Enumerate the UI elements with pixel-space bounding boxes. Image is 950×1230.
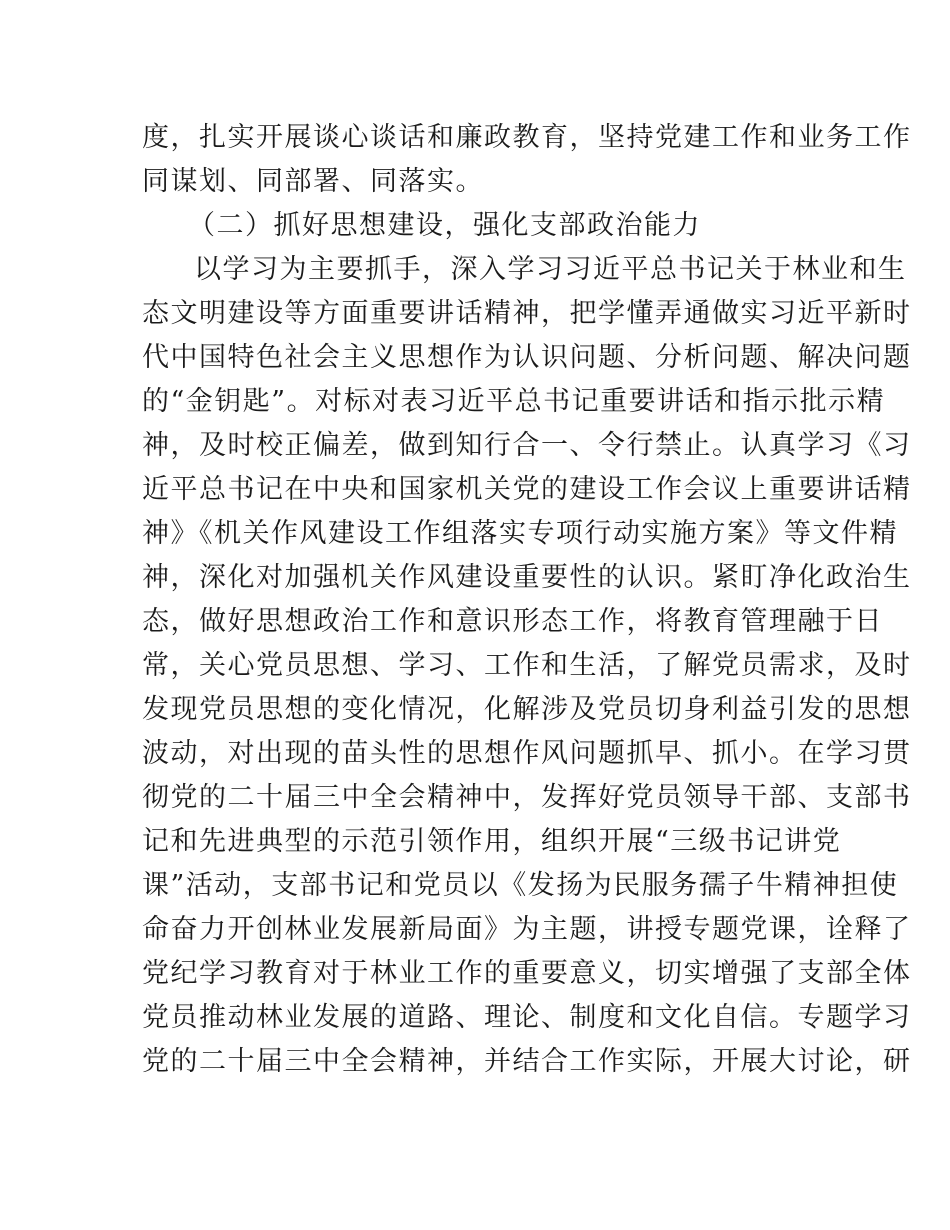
paragraph-line: 代中国特色社会主义思想作为认识问题、分析问题、解决问题: [142, 342, 912, 373]
section-heading: （二）抓好思想建设，强化支部政治能力: [188, 210, 701, 241]
paragraph-line: 同谋划、同部署、同落实。: [142, 166, 484, 197]
paragraph-line: 态，做好思想政治工作和意识形态工作，将教育管理融于日: [142, 606, 883, 637]
paragraph-line: 近平总书记在中央和国家机关党的建设工作会议上重要讲话精: [142, 474, 912, 505]
paragraph-line: 党纪学习教育对于林业工作的重要意义，切实增强了支部全体: [142, 958, 912, 989]
paragraph-line: 彻党的二十届三中全会精神中，发挥好党员领导干部、支部书: [142, 782, 912, 813]
paragraph-line: 神，及时校正偏差，做到知行合一、令行禁止。认真学习《习: [142, 430, 912, 461]
paragraph-line: 神》《机关作风建设工作组落实专项行动实施方案》等文件精: [142, 518, 898, 549]
paragraph-line: 发现党员思想的变化情况，化解涉及党员切身利益引发的思想: [142, 694, 912, 725]
paragraph-line: 以学习为主要抓手，深入学习习近平总书记关于林业和生: [194, 254, 907, 285]
paragraph-line: 命奋力开创林业发展新局面》为主题，讲授专题党课，诠释了: [142, 914, 912, 945]
paragraph-line: 记和先进典型的示范引领作用，组织开展“三级书记讲党: [142, 826, 842, 857]
paragraph-line: 神，深化对加强机关作风建设重要性的认识。紧盯净化政治生: [142, 562, 912, 593]
document-body: [142, 116, 912, 1084]
paragraph-line: 党员推动林业发展的道路、理论、制度和文化自信。专题学习: [142, 1002, 912, 1033]
paragraph-line: 常，关心党员思想、学习、工作和生活，了解党员需求，及时: [142, 650, 912, 681]
paragraph-line: 态文明建设等方面重要讲话精神，把学懂弄通做实习近平新时: [142, 298, 912, 329]
paragraph-line: 波动，对出现的苗头性的思想作风问题抓早、抓小。在学习贯: [142, 738, 912, 769]
paragraph-line: 度，扎实开展谈心谈话和廉政教育，坚持党建工作和业务工作: [142, 122, 912, 153]
paragraph-line: 课”活动，支部书记和党员以《发扬为民服务孺子牛精神担使: [142, 870, 899, 901]
paragraph-line: 党的二十届三中全会精神，并结合工作实际，开展大讨论，研: [142, 1046, 912, 1077]
paragraph-line: 的“金钥匙”。对标对表习近平总书记重要讲话和指示批示精: [142, 386, 886, 417]
